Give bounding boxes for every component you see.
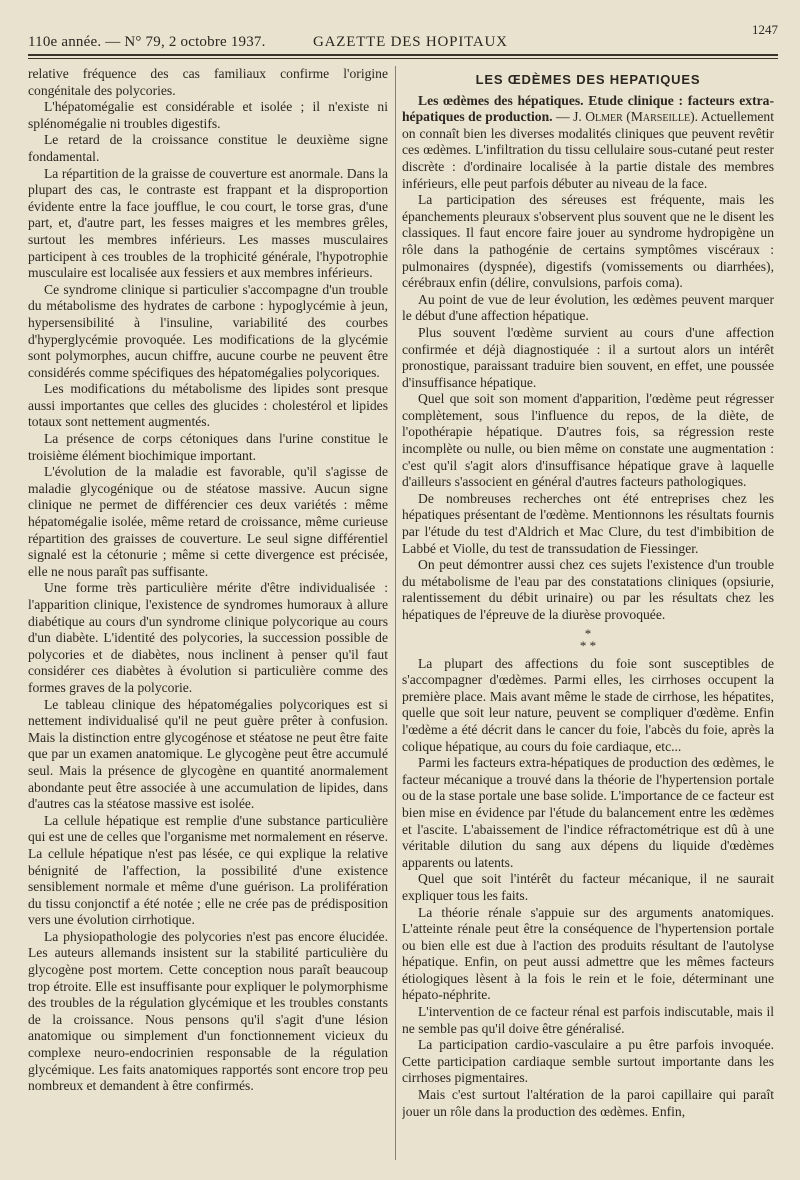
issue-line: 110e année. — N° 79, 2 octobre 1937. (28, 34, 266, 50)
article-title: Les œdèmes des hépatiques. Etude clinique : facteurs extra-hépatiques de production. (402, 92, 774, 125)
paragraph: L'intervention de ce facteur rénal est parfois indiscutable, mais il ne semble pas qu'il doive être généralisé. (402, 1004, 774, 1036)
paragraph: Le tableau clinique des hépatomégalies polycoriques est si nettement individualisé qu'il ne peut guère prêter à confusion. Mais la distinction entre glycogénose et stéatose ne peut être faite que par un examen anatomique. Le glycogène peut être accumulé seul. Mais la présence de glycogène en quantité anormalement abondante peut être associée à une accumulation de lipides, dans d'autres cas la stéatose massive est isolée. (28, 696, 388, 812)
header-rule-thin (28, 58, 778, 59)
paragraph: relative fréquence des cas familiaux confirme l'origine congénitale des polycories. (28, 66, 388, 98)
paragraph: Une forme très particulière mérite d'être individualisée : l'apparition clinique, l'existence de syndromes humoraux à allure diabétique au cours d'un syndrome clinique polycorique au cours d'un diabète. L'identité des polycories, la succession possible de polycories et de diabètes, nous inclinent à penser qu'il faut considérer ces diabètes à évolution si particulière comme des formes graves de la polycorie. (28, 580, 388, 695)
paragraph: L'hépatomégalie est considérable et isolée ; il n'existe ni splénomégalie ni troubles digestifs. (28, 99, 388, 131)
paragraph: De nombreuses recherches ont été entreprises chez les hépatiques présentant de l'œdème. Mentionnons les résultats fournis par l'étude du test d'Aldrich et Mac Clure, du test d'imbibition de Labbé et Violle, du test de transsudation de Fiessinger. (402, 490, 774, 556)
paragraph: L'évolution de la maladie est favorable, qu'il s'agisse de maladie glycogénique ou de stéatose massive. Aucun signe clinique ne permet de différencier ces deux variétés : même hépatomégalie isolée, même retard de croissance, même curieuse répartition des graisses de couverture. Le seul signe différentiel signalé est la cétonurie ; même si cette divergence est précisée, elle ne nous paraît pas suffisante. (28, 464, 388, 579)
paragraph: Mais c'est surtout l'altération de la paroi capillaire qui paraît jouer un rôle dans la production des œdèmes. Enfin, (402, 1087, 774, 1119)
paragraph: La cellule hépatique est remplie d'une substance particulière qui est une de celles que l'organisme met normalement en réserve. La cellule hépatique n'est pas lésée, ce qui explique la relative bénignité de l'affection, la possibilité d'une existence sensiblement normale et même d'une guérison. La prolifération du tissu conjonctif a été notée ; elle ne crée pas de prédisposition vers une évolution cirrhotique. (28, 812, 388, 928)
paragraph: La participation cardio-vasculaire a pu être parfois invoquée. Cette participation cardiaque semble surtout importante dans les cirrhoses pigmentaires. (402, 1037, 774, 1086)
paragraph: La plupart des affections du foie sont susceptibles de s'accompagner d'œdèmes. Parmi elles, les cirrhoses occupent la première place. Mais avant même le stade de cirrhose, les hépatites, quelle que soit leur nature, peuvent se compliquer d'œdème. Enfin l'œdème a été décrit dans le cancer du foie, l'abcès du foie, après la colique hépatique, au cours du foie cardiaque, etc... (402, 655, 774, 754)
page-header (28, 22, 778, 52)
paragraph: Au point de vue de leur évolution, les œdèmes peuvent marquer le début d'une affection hépatique. (402, 291, 774, 324)
paragraph: Les modifications du métabolisme des lipides sont presque aussi importantes que celles des glucides : cholestérol et lipides totaux sont nettement augmentés. (28, 381, 388, 430)
asterism-separator: * * * (579, 625, 597, 653)
column-divider (395, 66, 396, 1160)
paragraph: La théorie rénale s'appuie sur des arguments anatomiques. L'atteinte rénale peut être la conséquence de l'hypertension portale ou bien elle est due à l'action des produits résultant de l'autolyse hépatique. Enfin, on peut aussi admettre que les mêmes facteurs étiologiques lèsent à la fois le rein et le foie, déterminant une hépato-néphrite. (402, 904, 774, 1003)
paragraph: Parmi les facteurs extra-hépatiques de production des œdèmes, le facteur mécanique a trouvé dans la théorie de l'hypertension portale ou de la stase portale une base solide. L'importance de ce facteur est bien mise en évidence par l'étude du balancement entre les œdèmes et l'ascite. L'abaissement de l'indice réfractométrique est dû à une véritable dilution du sang aux dépens du liquide d'œdèmes apparents ou latents. (402, 755, 774, 870)
paragraph: Plus souvent l'œdème survient au cours d'une affection confirmée et déjà diagnostiquée : il a surtout alors un intérêt pronostique, paraissant traduire bien souvent, en effet, une poussée d'insuffisance hépatique. (402, 324, 774, 390)
paragraph: La répartition de la graisse de couverture est anormale. Dans la plupart des cas, le contraste est frappant et la disproportion évidente entre la face joufflue, le cou court, le torse gras, d'une part, et, d'autre part, les fesses maigres et les membres grêles, surtout les membres inférieurs. Les masses musculaires participent à ces troubles de la trophicité générale, l'hypotrophie musculaire est localisée aux fessiers et aux membres inférieurs. (28, 165, 388, 281)
paragraph: Quel que soit son moment d'apparition, l'œdème peut régresser complètement, sous l'influence du repos, de la diète, de l'opothérapie hépatique. D'autres fois, sa régression reste incomplète ou nulle, ou bien même on constate une augmentation : c'est qu'il s'agit alors d'insuffisance hépatique grave à laquelle d'ailleurs s'associent en général d'autres facteurs pathologiques. (402, 391, 774, 490)
page-number: 1247 (752, 22, 778, 37)
right-column (402, 66, 774, 1160)
paragraph: Ce syndrome clinique si particulier s'accompagne d'un trouble du métabolisme des hydrates de carbone : hypoglycémie à jeun, hypersensibilité à l'insuline, variabilité des courbes d'hyperglycémie provoquée. Les modifications de la glycémie sont polymorphes, aucun chiffre, aucune courbe ne peuvent être considérés comme spécifiques des hépatomégalies polycoriques. (28, 281, 388, 380)
section-title: LES ŒDÈMES DES HEPATIQUES (475, 72, 701, 87)
paragraph: On peut démontrer aussi chez ces sujets l'existence d'un trouble du métabolisme de l'eau par des constatations cliniques (opsiurie, ralentissement du débit urinaire) ou par les résultats chez les hépatiques de l'épreuve de la diurèse provoquée. (402, 557, 774, 622)
article-author: — J. Olmer (Marseille). (556, 109, 699, 125)
paragraph: La physiopathologie des polycories n'est pas encore élucidée. Les auteurs allemands insistent sur la stabilité particulière du glycogène post mortem. Cette conception nous paraît beaucoup trop étroite. Elle est insuffisante pour expliquer le polymorphisme des troubles de la régulation glycémique et les troubles constants de la croissance. Nous pensons qu'il s'agit d'une lésion anatomique ou simplement d'un fonctionnement vicieux du complexe neuro-endocrinien responsable de la régulation glycémique. Les faits anatomiques rapportés sont encore trop peu nombreux et demandent à être confirmés. (28, 928, 388, 1094)
paragraph: Le retard de la croissance constitue le deuxième signe fondamental. (28, 132, 388, 164)
left-column (28, 66, 388, 1160)
paragraph: La présence de corps cétoniques dans l'urine constitue le troisième élément biochimique important. (28, 431, 388, 463)
header-rule (28, 54, 778, 56)
paragraph: La participation des séreuses est fréquente, mais les épanchements pleuraux s'observent plus souvent que ne le disent les classiques. Il faut encore faire jouer au syndrome hydropigène un rôle dans la pathogénie de certains symptômes viscéraux : pulmonaires (dyspnée), digestifs (vomissements ou diarrhées), cérébraux enfin (délire, convulsions, parfois coma). (402, 192, 774, 291)
paragraph: Quel que soit l'intérêt du facteur mécanique, il ne saurait expliquer tous les faits. (402, 871, 774, 903)
journal-title: GAZETTE DES HOPITAUX (313, 34, 508, 50)
lead-text: Actuellement on connaît bien les diverses modalités cliniques que peuvent revêtir ces œdèmes. L'infiltration du tissu cellulaire sous-cutané peut rester discrète : d'ordinaire localisée à la partie distale des membres inférieurs, elle peut parfois débuter au niveau de la face. (402, 109, 774, 191)
lead-paragraph (402, 93, 774, 193)
